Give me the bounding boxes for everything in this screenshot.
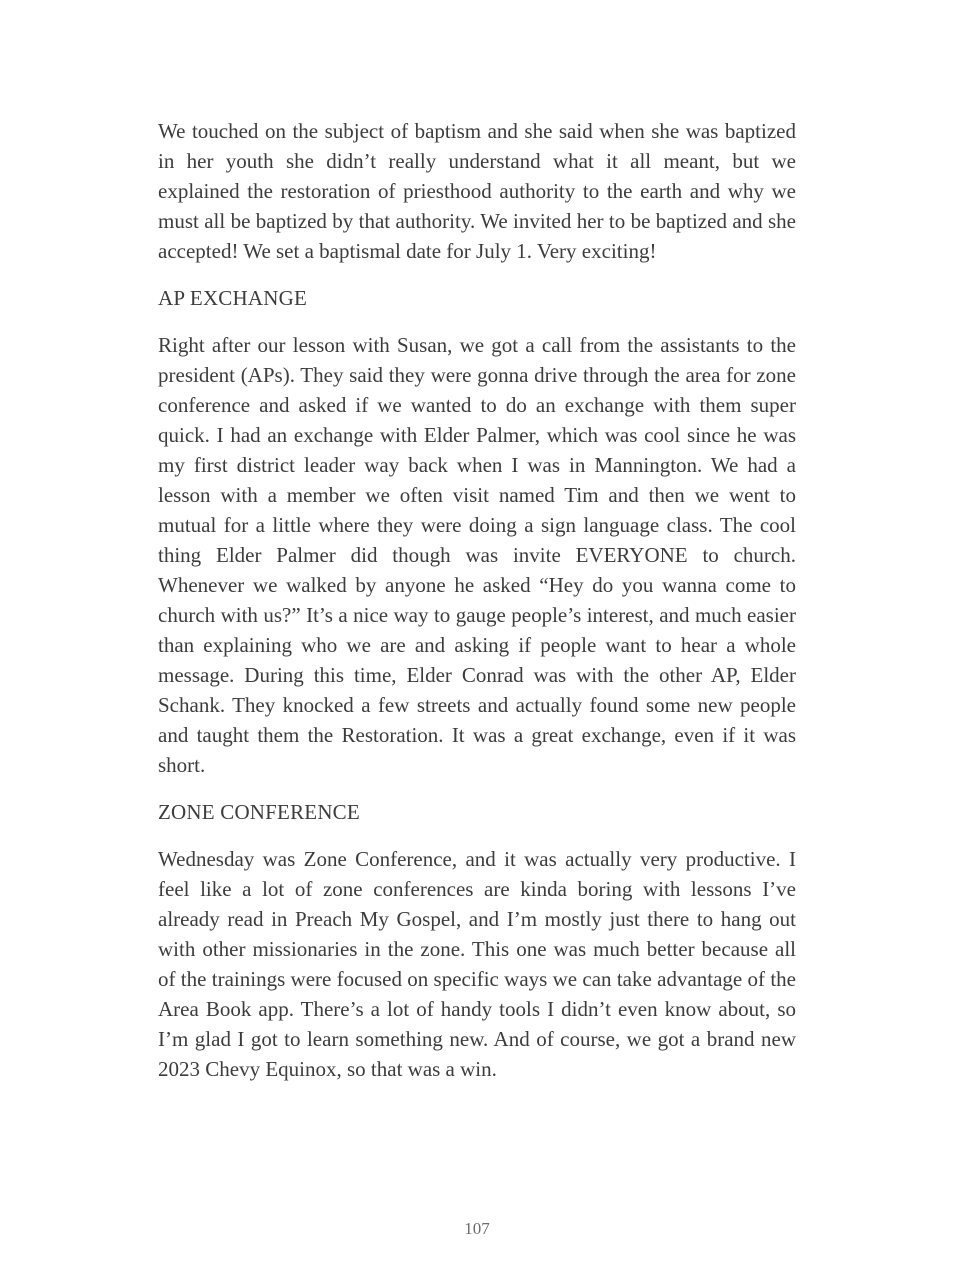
- paragraph-baptism: We touched on the subject of baptism and she said when she was baptized in her youth she didn’t really understand what it all meant, but we explained the restoration of priesthood authority to the earth and why we must all be baptized by that authority. We invited her to be baptized and she accepted! We set a baptismal date for July 1. Very exciting!: [158, 119, 796, 263]
- heading-ap-exchange: AP EXCHANGE: [158, 286, 308, 310]
- paragraph-zone-conference: Wednesday was Zone Conference, and it was actually very productive. I feel like a lot of zone conferences are kinda boring with lessons I’ve already read in Preach My Gospel, and I’m mostly just there to hang out with other missionaries in the zone. This one was much better because all of the trainings were focused on specific ways we can take advantage of the Area Book app. There’s a lot of handy tools I didn’t even know about, so I’m glad I got to learn something new. And of course, we got a brand new 2023 Chevy Equinox, so that was a win.: [158, 847, 796, 1081]
- page-number: 107: [464, 1219, 490, 1238]
- page-footer: [0, 1218, 954, 1240]
- paragraph-ap-exchange: Right after our lesson with Susan, we got a call from the assistants to the president (APs). They said they were gonna drive through the area for zone conference and asked if we wanted to do an exchange with them super quick. I had an exchange with Elder Palmer, which was cool since he was my first district leader way back when I was in Mannington. We had a lesson with a member we often visit named Tim and then we went to mutual for a little where they were doing a sign language class. The cool thing Elder Palmer did though was invite EVERYONE to church. Whenever we walked by anyone he asked “Hey do you wanna come to church with us?” It’s a nice way to gauge people’s interest, and much easier than explaining who we are and asking if people want to hear a whole message. During this time, Elder Conrad was with the other AP, Elder Schank. They knocked a few streets and actually found some new people and taught them the Restoration. It was a great exchange, even if it was short.: [158, 333, 796, 777]
- heading-zone-conference: ZONE CONFERENCE: [158, 800, 360, 824]
- page-content: [158, 116, 796, 1101]
